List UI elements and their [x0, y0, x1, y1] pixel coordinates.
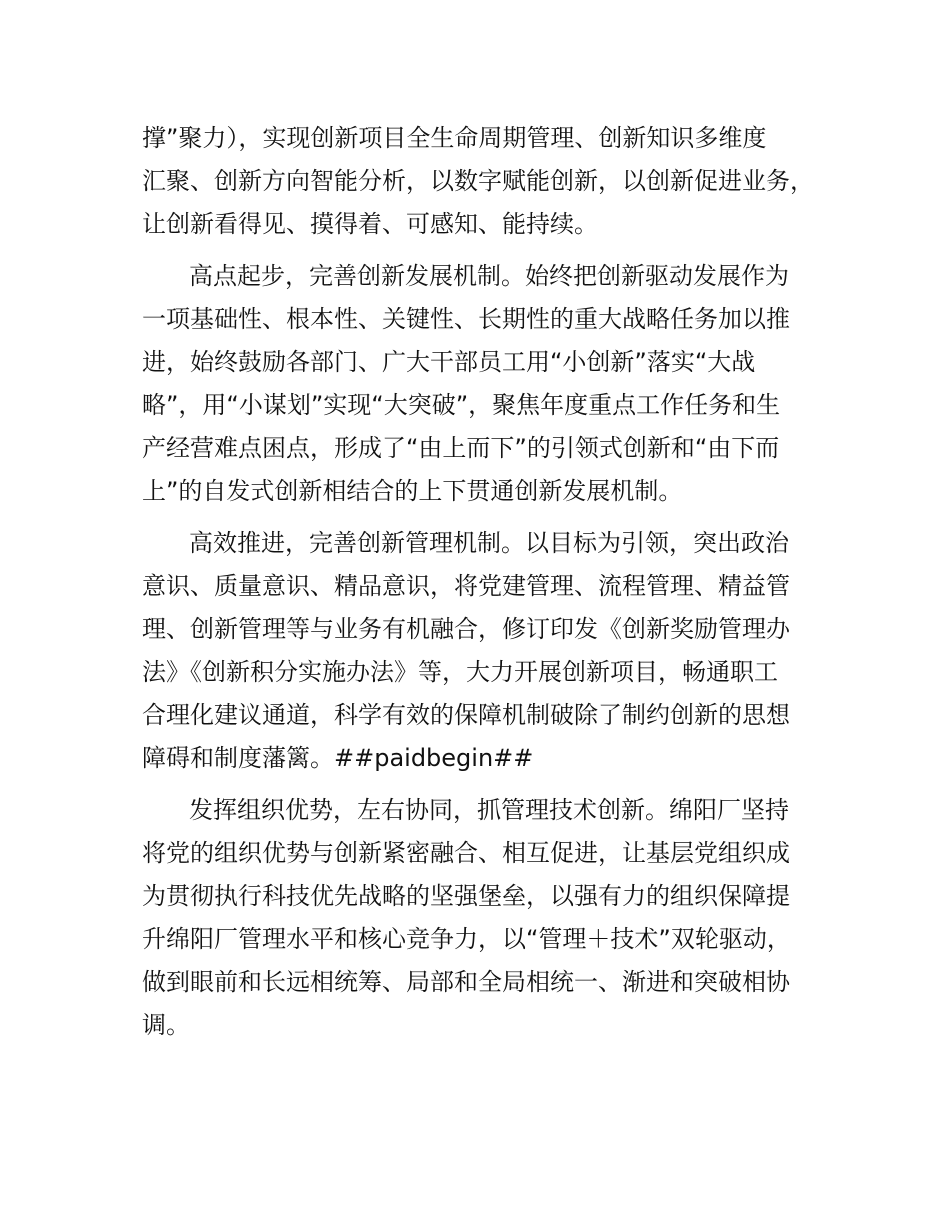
text-line: 上”的自发式创新相结合的上下贯通创新发展机制。 — [142, 477, 683, 505]
text-line: 发挥组织优势，左右协同，抓管理技术创新。绵阳厂坚持 — [189, 796, 789, 824]
text-line: 理、创新管理等与业务有机融合，修订印发《创新奖励管理办 — [142, 615, 790, 643]
text-line: 汇聚、创新方向智能分析，以数字赋能创新，以创新促进业务， — [142, 167, 814, 195]
text-line: 为贯彻执行科技优先战略的坚强堡垒，以强有力的组织保障提 — [142, 882, 790, 910]
paragraph-3 — [142, 522, 842, 780]
text-line: 升绵阳厂管理水平和核心竞争力，以“管理＋技术”双轮驱动， — [142, 925, 791, 953]
text-line: 法》《创新积分实施办法》等，大力开展创新项目，畅通职工 — [142, 658, 778, 686]
text-line: 障碍和制度藩篱。##paidbegin## — [142, 744, 534, 772]
text-line: 一项基础性、根本性、关键性、长期性的重大战略任务加以推 — [142, 305, 790, 333]
paragraph-1 — [142, 117, 842, 246]
document-body — [142, 117, 842, 1056]
text-line: 进，始终鼓励各部门、广大干部员工用“小创新”落实“大战 — [142, 348, 756, 376]
text-line: 将党的组织优势与创新紧密融合、相互促进，让基层党组织成 — [142, 839, 790, 867]
text-line: 调。 — [142, 1011, 190, 1039]
text-line: 意识、质量意识、精品意识，将党建管理、流程管理、精益管 — [142, 572, 790, 600]
paragraph-4 — [142, 789, 842, 1047]
text-line: 产经营难点困点，形成了“由上而下”的引领式创新和“由下而 — [142, 434, 780, 462]
text-line: 让创新看得见、摸得着、可感知、能持续。 — [142, 210, 598, 238]
text-line: 撑”聚力），实现创新项目全生命周期管理、创新知识多维度 — [142, 124, 767, 152]
text-line: 高效推进，完善创新管理机制。以目标为引领，突出政治 — [189, 529, 789, 557]
text-line: 合理化建议通道，科学有效的保障机制破除了制约创新的思想 — [142, 701, 790, 729]
text-line: 高点起步，完善创新发展机制。始终把创新驱动发展作为 — [189, 262, 789, 290]
text-line: 略”，用“小谋划”实现“大突破”，聚焦年度重点工作任务和生 — [142, 391, 781, 419]
paragraph-2 — [142, 255, 842, 513]
text-line: 做到眼前和长远相统筹、局部和全局相统一、渐进和突破相协 — [142, 968, 790, 996]
